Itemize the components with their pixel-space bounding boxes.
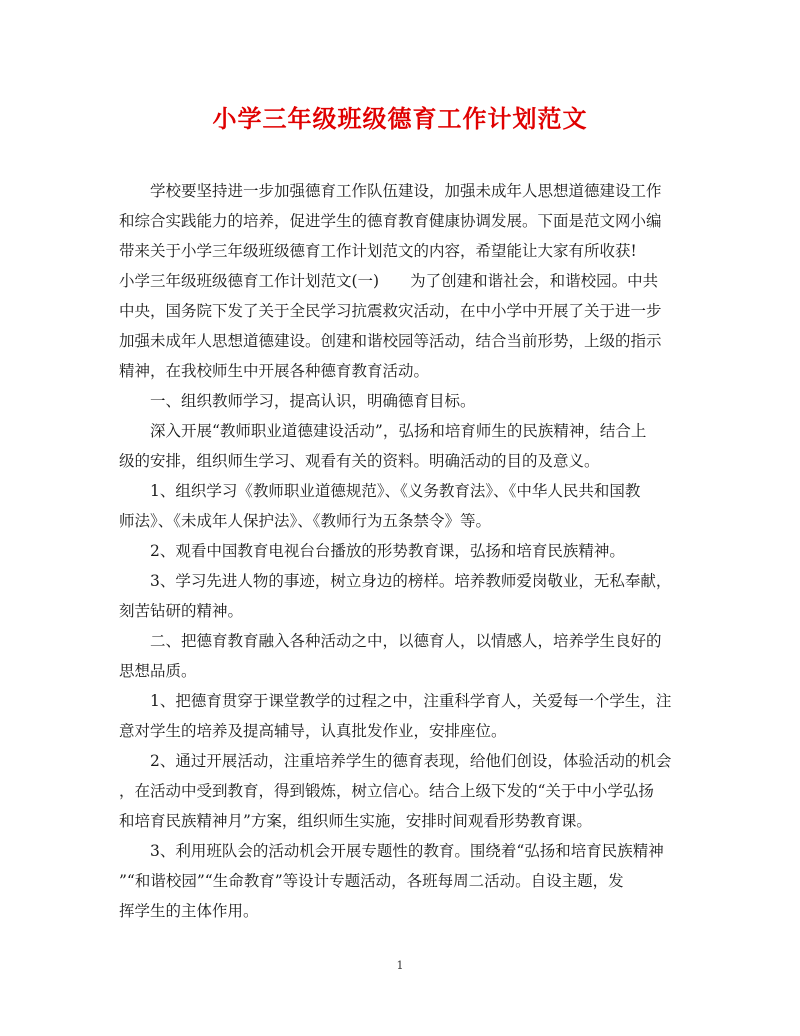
text-line: 和培育民族精神月”方案，组织师生实施，安排时间观看形势教育课。 xyxy=(119,812,592,830)
document-title: 小学三年级班级德育工作计划范文 xyxy=(212,104,588,133)
text-line: 学校要坚持进一步加强德育工作队伍建设，加强未成年人思想道德建设工作 xyxy=(119,182,662,200)
page-number: 1 xyxy=(396,959,404,972)
text-line: 精神，在我校师生中开展各种德育教育活动。 xyxy=(119,362,430,380)
text-line: 一、组织教师学习，提高认识，明确德育目标。 xyxy=(119,392,476,410)
text-line: 思想品质。 xyxy=(119,662,197,680)
text-line: 加强未成年人思想道德建设。创建和谐校园等活动，结合当前形势，上级的指示 xyxy=(119,332,662,350)
text-line: 带来关于小学三年级班级德育工作计划范文的内容，希望能让大家有所收获! xyxy=(119,242,637,260)
document-body xyxy=(119,176,689,926)
text-line: 3、利用班队会的活动机会开展专题性的教育。围绕着“弘扬和培育民族精神 xyxy=(119,842,664,860)
text-line: ，在活动中受到教育，得到锻炼，树立信心。结合上级下发的“关于中小学弘扬 xyxy=(119,782,654,800)
text-line: 刻苦钻研的精神。 xyxy=(119,602,244,620)
text-line: 1、组织学习《教师职业道德规范》、《义务教育法》、《中华人民共和国教 xyxy=(119,482,641,500)
text-line: 挥学生的主体作用。 xyxy=(119,902,259,920)
text-line: 深入开展“教师职业道德建设活动”，弘扬和培育师生的民族精神，结合上 xyxy=(119,422,647,440)
text-line: 2、通过开展活动，注重培养学生的德育表现，给他们创设，体验活动的机会 xyxy=(119,752,672,770)
text-line: 中央，国务院下发了关于全民学习抗震救灾活动，在中小学中开展了关于进一步 xyxy=(119,302,662,320)
text-line: 和综合实践能力的培养，促进学生的德育教育健康协调发展。下面是范文网小编 xyxy=(119,212,662,230)
text-line: 二、把德育教育融入各种活动之中，以德育人，以情感人，培养学生良好的 xyxy=(119,632,662,650)
text-line: 小学三年级班级德育工作计划范文(一) 为了创建和谐社会，和谐校园。中共 xyxy=(119,272,659,290)
text-line: 3、学习先进人物的事迹，树立身边的榜样。培养教师爱岗敬业，无私奉献， xyxy=(119,572,672,590)
text-line: 2、观看中国教育电视台台播放的形势教育课，弘扬和培育民族精神。 xyxy=(119,542,625,560)
text-line: 1、把德育贯穿于课堂教学的过程之中，注重科学育人，关爱每一个学生，注 xyxy=(119,692,672,710)
text-line: 级的安排，组织师生学习、观看有关的资料。明确活动的目的及意义。 xyxy=(119,452,600,470)
text-line: 意对学生的培养及提高辅导，认真批发作业，安排座位。 xyxy=(119,722,507,740)
text-line: ”“和谐校园”“生命教育”等设计专题活动，各班每周二活动。自设主题，发 xyxy=(119,872,624,890)
text-line: 师法》、《未成年人保护法》、《教师行为五条禁令》等。 xyxy=(119,512,492,530)
